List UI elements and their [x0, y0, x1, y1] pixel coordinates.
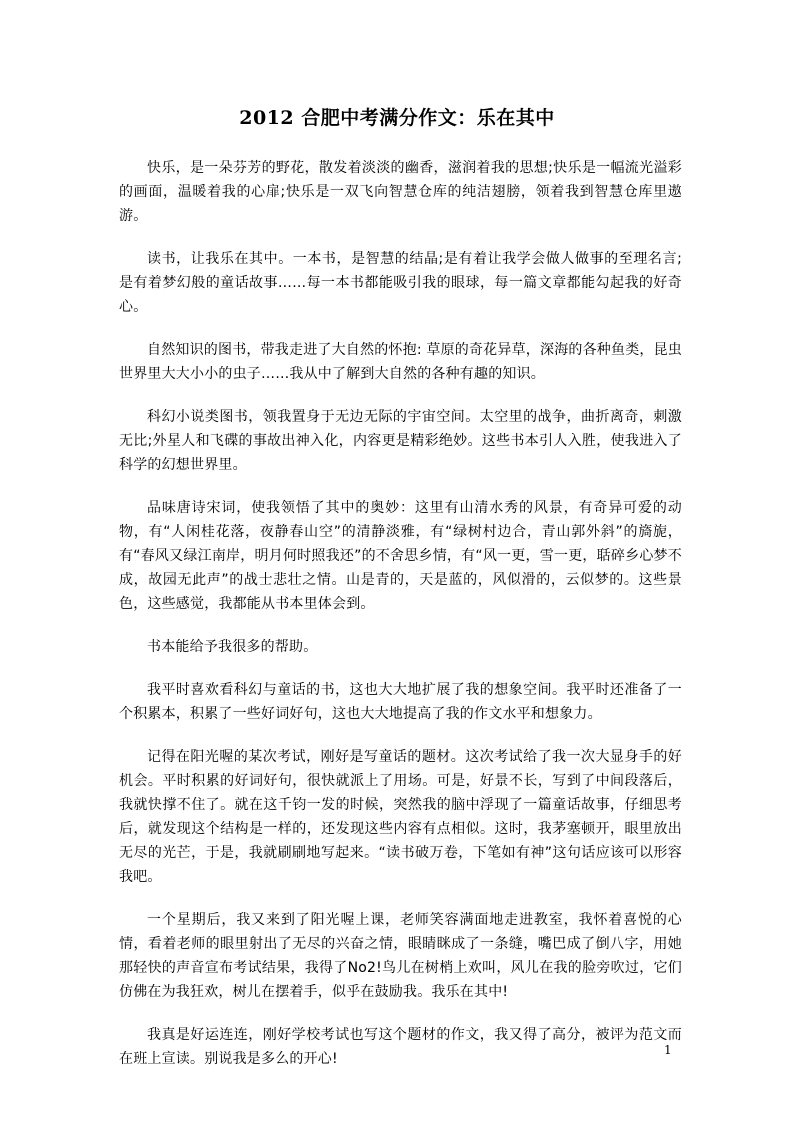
- paragraph-6: 书本能给予我很多的帮助。: [147, 639, 318, 655]
- document-body: [119, 156, 682, 1090]
- paragraph-4: 科幻小说类图书，领我置身于无边无际的宇宙空间。太空里的战争，曲折离奇，刺激无比;外星人和飞碟的事故出神入化，内容更是精彩绝妙。这些书本引人入胜，使我进入了科学的幻想世界里。: [119, 409, 682, 473]
- paragraph-2: 读书，让我乐在其中。一本书，是智慧的结晶;是有着让我学会做人做事的至理名言;是有着梦幻般的童话故事……每一本书都能吸引我的眼球，每一篇文章都能勾起我的好奇心。: [119, 251, 682, 315]
- paragraph-7: 我平时喜欢看科幻与童话的书，这也大大地扩展了我的想象空间。我平时还准备了一个积累本，积累了一些好词好句，这也大大地提高了我的作文水平和想象力。: [119, 682, 682, 722]
- paragraph-5: 品味唐诗宋词，使我领悟了其中的奥妙：这里有山清水秀的风景，有奇异可爱的动物，有“人闲桂花落，夜静春山空”的清静淡雅，有“绿树村边合，青山郭外斜”的旖旎，有“春风又绿江南岸，明月何时照我还”的不舍思乡情，有“风一更，雪一更，聒碎乡心梦不成，故园无此声”的战士悲壮之情。山是青的，天是蓝的，风似滑的，云似梦的。这些景色，这些感觉，我都能从书本里体会到。: [119, 500, 682, 612]
- page-title: 2012 合肥中考满分作文：乐在其中: [239, 107, 555, 129]
- paragraph-3: 自然知识的图书，带我走进了大自然的怀抱: 草原的奇花异草，深海的各种鱼类，昆虫世界里大大小小的虫子……我从中了解到大自然的各种有趣的知识。: [119, 342, 682, 382]
- paragraph-10: 我真是好运连连，刚好学校考试也写这个题材的作文，我又得了高分，被评为范文而在班上宣读。别说我是多么的开心!: [119, 1027, 682, 1067]
- paragraph-8: 记得在阳光喔的某次考试，刚好是写童话的题材。这次考试给了我一次大显身手的好机会。平时积累的好词好句，很快就派上了用场。可是，好景不长，写到了中间段落后，我就快撑不住了。就在这千钧一发的时候，突然我的脑中浮现了一篇童话故事，仔细思考后，就发现这个结构是一样的，还发现这些内容有点相似。这时，我茅塞顿开，眼里放出无尽的光芒，于是，我就刷刷地写起来。“读书破万卷，下笔如有神”这句话应该可以形容我吧。: [119, 749, 682, 885]
- paragraph-9: 一个星期后，我又来到了阳光喔上课，老师笑容满面地走进教室，我怀着喜悦的心情，看着老师的眼里射出了无尽的兴奋之情，眼睛眯成了一条缝，嘴巴成了倒八字，用她那轻快的声音宣布考试结果，我得了No2!鸟儿在树梢上欢叫，风儿在我的脸旁吹过，它们仿佛在为我狂欢，树儿在摆着手，似乎在鼓励我。我乐在其中!: [119, 912, 682, 1000]
- paragraph-1: 快乐，是一朵芬芳的野花，散发着淡淡的幽香，滋润着我的思想;快乐是一幅流光溢彩的画面，温暖着我的心扉;快乐是一双飞向智慧仓库的纯洁翅膀，领着我到智慧仓库里遨游。: [119, 160, 682, 224]
- page-number: 1: [664, 1043, 672, 1057]
